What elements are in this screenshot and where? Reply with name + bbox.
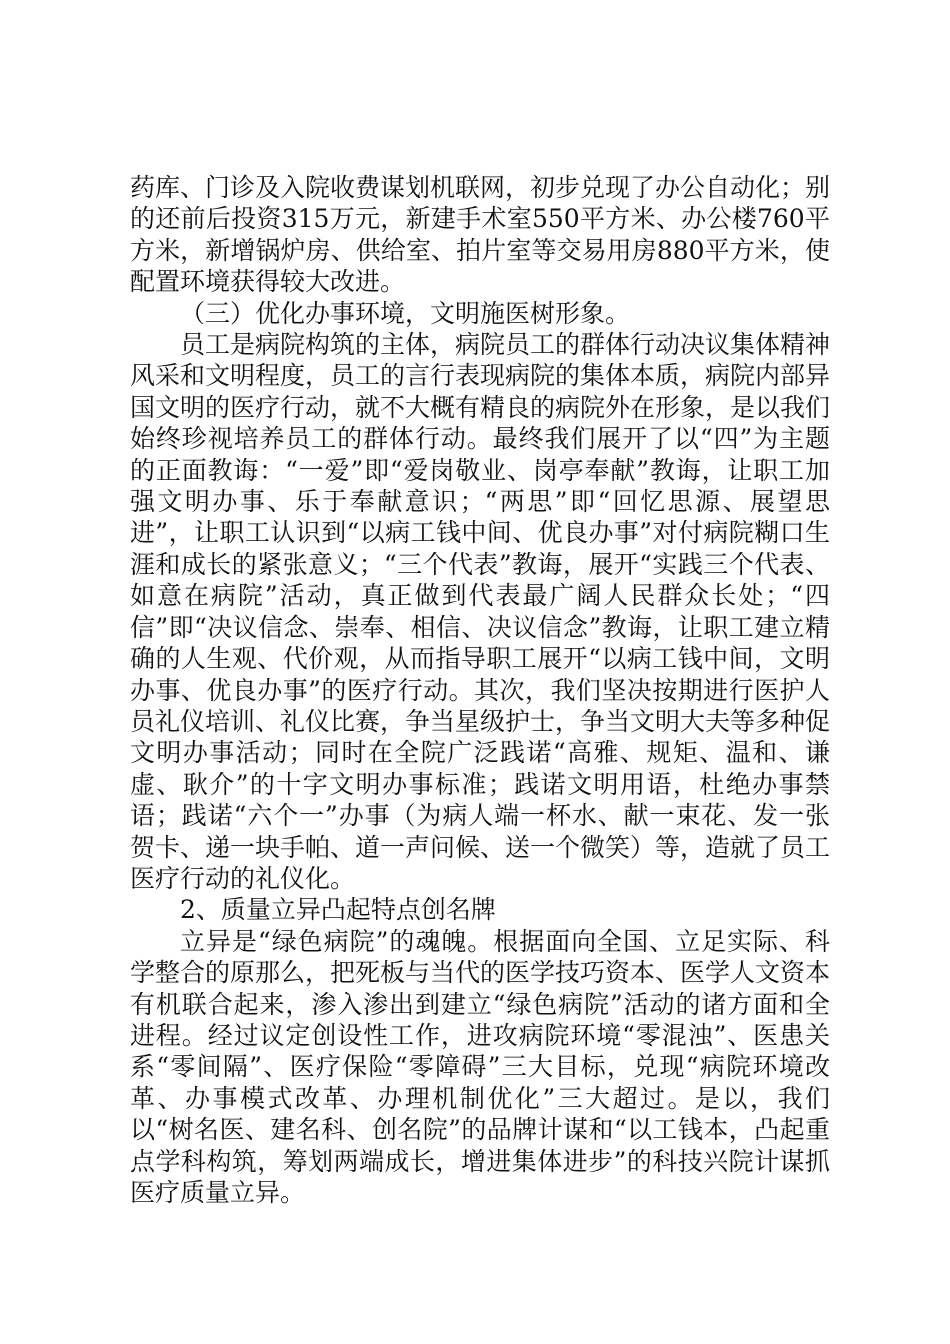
section-heading-service-environment: （三）优化办事环境，文明施医树形象。 xyxy=(180,298,631,328)
document-body xyxy=(130,172,830,1208)
paragraph-investment: 药库、门诊及入院收费谋划机联网，初步兑现了办公自动化；别的还前后投资315万元，新建手术室550平方米、办公楼760平方米，新增锅炉房、供给室、拍片室等交易用房880平方米，使配置环境获得较大改进。 xyxy=(130,173,831,297)
section-heading-quality-innovation: 2、质量立异凸起特点创名牌 xyxy=(180,895,496,925)
paragraph-staff-conduct: 员工是病院构筑的主体，病院员工的群体行动决议集体精神风采和文明程度，员工的言行表现病院的集体本质，病院内部异国文明的医疗行动，就不大概有精良的病院外在形象，是以我们始终珍视培养员工的群体行动。最终我们展开了以“四”为主题的正面教诲：“一爱”即“爱岗敬业、岗亭奉献”教诲，让职工加强文明办事、乐于奉献意识；“两思”即“回忆思源、展望思进”，让职工认识到“以病工钱中间、优良办事”对付病院糊口生涯和成长的紧张意义；“三个代表”教诲，展开“实践三个代表、如意在病院”活动，真正做到代表最广阔人民群众长处；“四信”即“决议信念、崇奉、相信、决议信念”教诲，让职工建立精确的人生观、代价观，从而指导职工展开“以病工钱中间，文明办事、优良办事”的医疗行动。其次，我们坚决按期进行医护人员礼仪培训、礼仪比赛，争当星级护士，争当文明大夫等多种促文明办事活动；同时在全院广泛践诺“高雅、规矩、温和、谦虚、耿介”的十字文明办事标准；践诺文明用语，杜绝办事禁语；践诺“六个一”办事（为病人端一杯水、献一束花、发一张贺卡、递一块手帕、道一声问候、送一个微笑）等，造就了员工医疗行动的礼仪化。 xyxy=(130,330,831,893)
paragraph-innovation: 立异是“绿色病院”的魂魄。根据面向全国、立足实际、科学整合的原那么，把死板与当代的医学技巧资本、医学人文资本有机联合起来，渗入渗出到建立“绿色病院”活动的诸方面和全进程。经过议定创设性工作，进攻病院环境“零混浊”、医患关系“零间隔”、医疗保险“零障碍”三大目标，兑现“病院环境改革、办事模式改革、办理机制优化”三大超过。是以，我们以“树名医、建名科、创名院”的品牌计谋和“以工钱本，凸起重点学科构筑，筹划两端成长，增进集体进步”的科技兴院计谋抓医疗质量立异。 xyxy=(130,926,831,1207)
